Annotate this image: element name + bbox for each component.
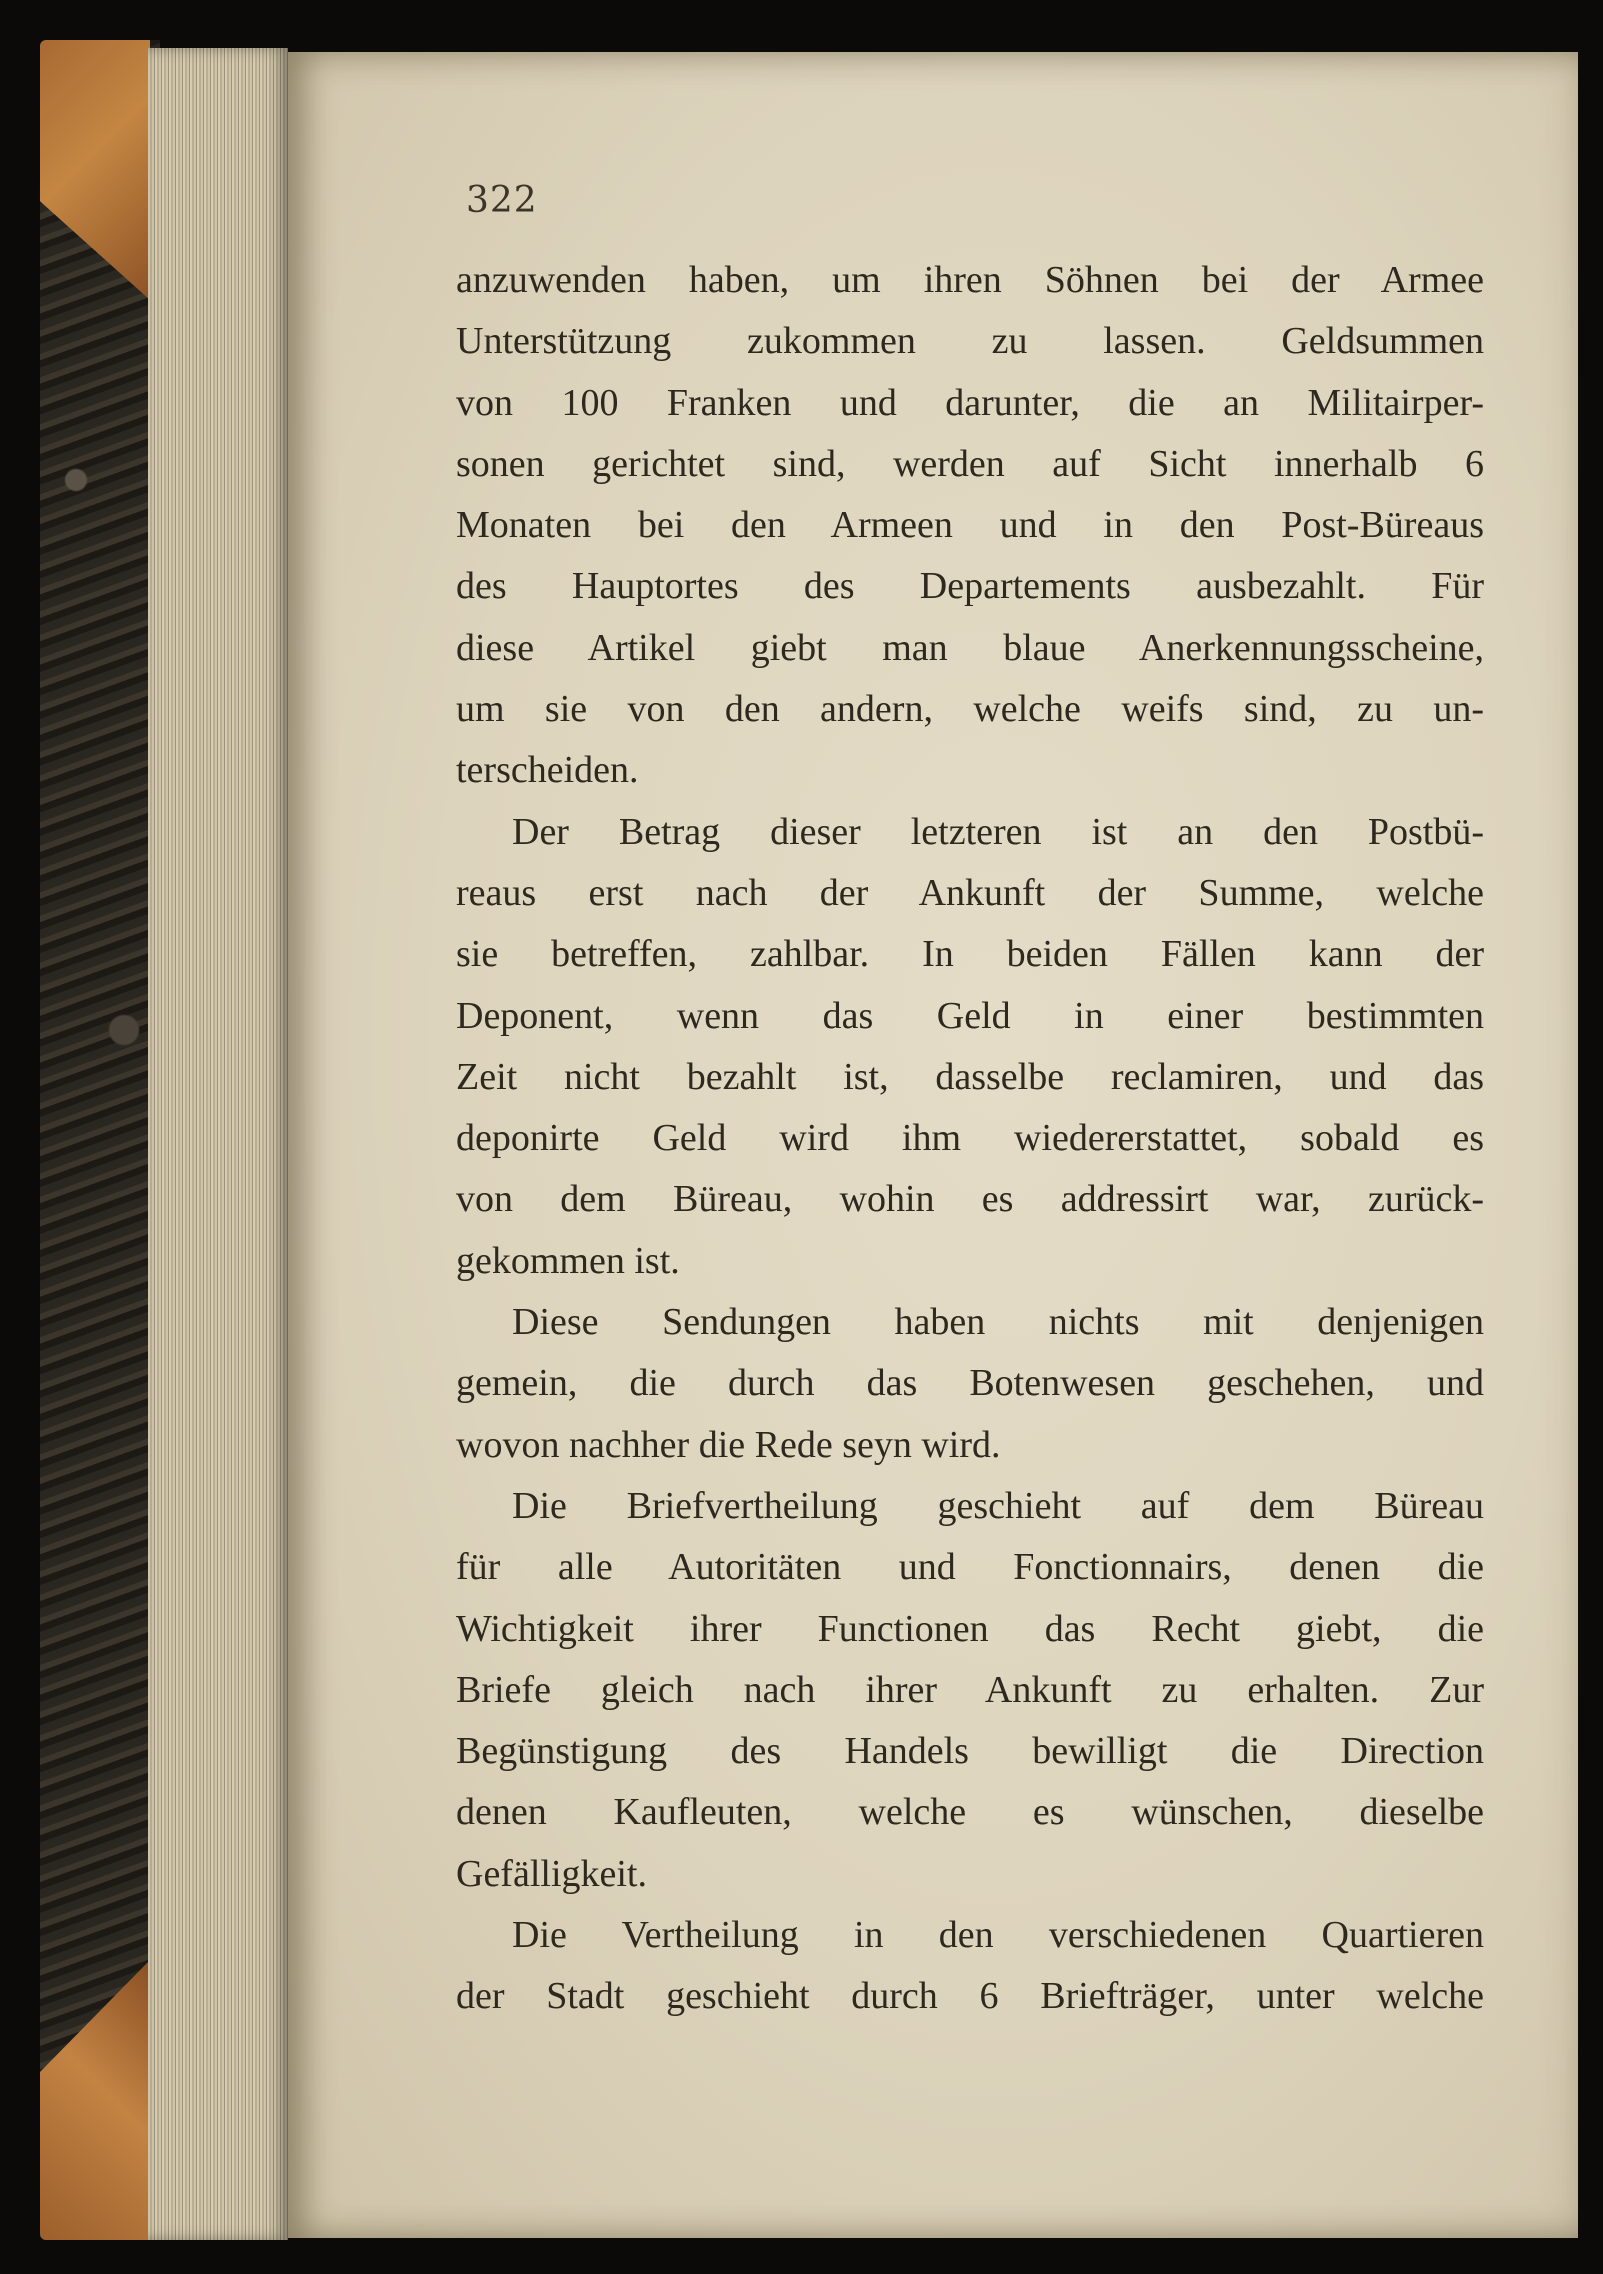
text-line: gemein, die durch das Botenwesen geschehen, und bbox=[456, 1362, 1484, 1405]
text-line: von dem Büreau, wohin es addressirt war, zurück- bbox=[456, 1178, 1484, 1221]
text-line: Begünstigung des Handels bewilligt die Direction bbox=[456, 1730, 1484, 1773]
text-line: deponirte Geld wird ihm wiedererstattet, sobald es bbox=[456, 1117, 1484, 1160]
text-line: Briefe gleich nach ihrer Ankunft zu erhalten. Zur bbox=[456, 1668, 1484, 1711]
text-line: wovon nachher die Rede seyn wird. bbox=[456, 1423, 1001, 1466]
text-line: terscheiden. bbox=[456, 749, 639, 792]
text-line: sonen gerichtet sind, werden auf Sicht innerhalb 6 bbox=[456, 442, 1484, 485]
text-line: Zeit nicht bezahlt ist, dasselbe reclamiren, und das bbox=[456, 1055, 1484, 1098]
paragraph-4 bbox=[456, 1476, 1484, 1905]
text-line: Monaten bei den Armeen und in den Post-Büreaus bbox=[456, 504, 1484, 547]
text-line: Unterstützung zukommen zu lassen. Geldsummen bbox=[456, 320, 1484, 363]
body-text bbox=[456, 250, 1484, 2028]
text-line: Die Briefvertheilung geschieht auf dem Büreau bbox=[512, 1484, 1484, 1527]
text-line: für alle Autoritäten und Fonctionnairs, denen die bbox=[456, 1546, 1484, 1589]
text-line: Der Betrag dieser letzteren ist an den Postbü- bbox=[512, 810, 1484, 853]
text-line: diese Artikel giebt man blaue Anerkennungsscheine, bbox=[456, 626, 1484, 669]
text-line: Diese Sendungen haben nichts mit denjenigen bbox=[512, 1301, 1484, 1344]
text-line: um sie von den andern, welche weifs sind, zu un- bbox=[456, 688, 1484, 731]
text-line: sie betreffen, zahlbar. In beiden Fällen kann der bbox=[456, 933, 1484, 976]
text-line: gekommen ist. bbox=[456, 1239, 680, 1282]
page-number: 322 bbox=[466, 180, 538, 221]
paragraph-5 bbox=[456, 1905, 1484, 2028]
text-line: Die Vertheilung in den verschiedenen Quartieren bbox=[512, 1914, 1484, 1957]
paragraph-1 bbox=[456, 250, 1484, 802]
text-line: des Hauptortes des Departements ausbezahlt. Für bbox=[456, 565, 1484, 608]
paragraph-2 bbox=[456, 802, 1484, 1292]
text-line: Deponent, wenn das Geld in einer bestimmten bbox=[456, 994, 1484, 1037]
page-edges bbox=[148, 48, 288, 2240]
text-line: Wichtigkeit ihrer Functionen das Recht giebt, die bbox=[456, 1607, 1484, 1650]
text-line: von 100 Franken und darunter, die an Militairper- bbox=[456, 381, 1484, 424]
marbled-cover bbox=[40, 40, 160, 2240]
text-line: anzuwenden haben, um ihren Söhnen bei der Armee bbox=[456, 259, 1484, 301]
text-line: Gefälligkeit. bbox=[456, 1852, 647, 1895]
text-line: der Stadt geschieht durch 6 Briefträger, unter welche bbox=[456, 1975, 1484, 2018]
paragraph-3 bbox=[456, 1292, 1484, 1476]
text-line: reaus erst nach der Ankunft der Summe, welche bbox=[456, 871, 1484, 914]
book-page bbox=[288, 52, 1578, 2238]
text-line: denen Kaufleuten, welche es wünschen, dieselbe bbox=[456, 1791, 1484, 1834]
